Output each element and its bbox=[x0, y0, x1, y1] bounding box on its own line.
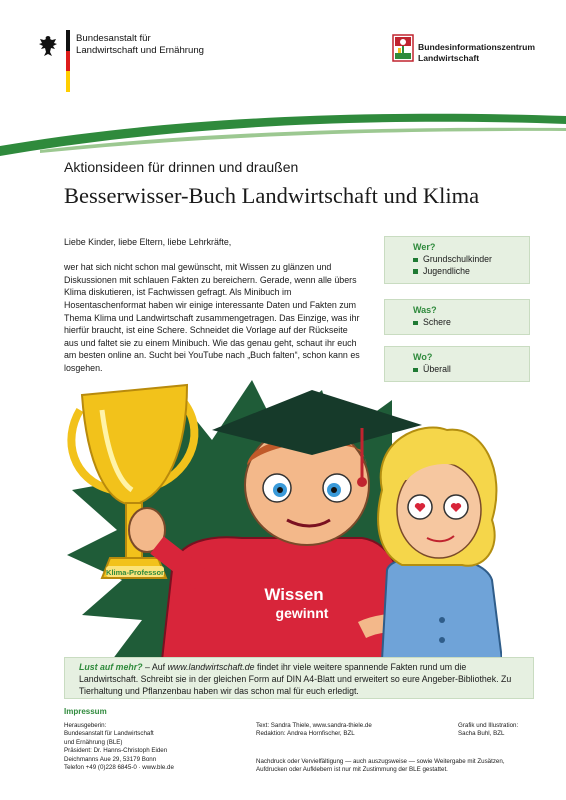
list-item: Schere bbox=[413, 317, 521, 329]
info-label-who: Wer? bbox=[413, 242, 436, 252]
intro-text bbox=[64, 236, 364, 387]
info-box-what bbox=[384, 299, 530, 335]
more-info-note: Lust auf mehr? – Auf www.landwirtschaft.de findet ihr viele weitere spannende Fakten rund um die Landwirtschaft. Schreibt sie in der gleichen Form auf DIN A4-Blatt und erweitert so eure Angeber-Bibliothek. Zu Tierhaltung und Pflanzenbau haben wir das schon mal für euch erledigt. bbox=[64, 657, 534, 699]
info-label-what: Was? bbox=[413, 305, 437, 315]
impressum-graphics: Grafik und Illustration: Sacha Buhl, BZL bbox=[458, 722, 519, 738]
green-swoosh-decoration bbox=[0, 100, 566, 160]
website-link[interactable]: www.landwirtschaft.de bbox=[167, 662, 255, 672]
subtitle: Aktionsideen für drinnen und draußen bbox=[64, 159, 299, 175]
impressum-title: Impressum bbox=[64, 707, 107, 716]
impressum-credits: Text: Sandra Thiele, www.sandra-thiele.de Redaktion: Andrea Hornfischer, BZL bbox=[256, 722, 372, 738]
german-flag-bar bbox=[66, 30, 70, 92]
list-item: Überall bbox=[413, 364, 521, 376]
federal-eagle-icon bbox=[36, 34, 60, 58]
intro-paragraph: wer hat sich nicht schon mal gewünscht, mit Wissen zu glänzen und Diskussionen mit schlauen Fakten zu bereichern. Gerade, wenn alle übers Klima diskutieren, ist Fachwissen gefragt. Als Minibuch im Hosentaschenformat haben wir einige interessante Daten und Fakten zum Thema Klima und Landwirtschaft zusammengetragen. Das Einzige, was ihr hierfür braucht, ist eine Schere. Schneidet die Vorlage auf der Rückseite aus und faltet sie zu einem Minibuch. Wie das genau geht, schaut ihr euch am besten online an. Sucht bei YouTube nach „Buch falten“, schon kann es losgehen. bbox=[64, 262, 360, 373]
list-item: Jugendliche bbox=[413, 266, 521, 278]
note-lead: Lust auf mehr? bbox=[79, 662, 143, 672]
list-item: Grundschulkinder bbox=[413, 254, 521, 266]
shirt-text-line2: gewinnt bbox=[275, 605, 329, 621]
bzl-name: Bundesinformationszentrum Landwirtschaft bbox=[418, 42, 535, 63]
trophy-label: Klima-Professor bbox=[106, 568, 164, 577]
shirt-text-line1: Wissen bbox=[264, 585, 324, 604]
bmel-logo bbox=[36, 30, 204, 92]
bzl-logo bbox=[392, 34, 562, 68]
page-title: Besserwisser-Buch Landwirtschaft und Klima bbox=[64, 183, 480, 208]
bzl-emblem-icon bbox=[392, 34, 414, 62]
cartoon-illustration bbox=[62, 370, 502, 660]
impressum-publisher: Herausgeberin: Bundesanstalt für Landwirtschaft und Ernährung (BLE) Präsident: Dr. Hanns-Christoph Eiden Deichmanns Aue 29, 53179 Bonn Telefon +49 (0)228 6845-0 · www.ble.de bbox=[64, 722, 174, 772]
info-label-where: Wo? bbox=[413, 352, 433, 362]
info-box-who bbox=[384, 236, 530, 284]
bmel-name: Bundesanstalt für Landwirtschaft und Ernährung bbox=[76, 33, 204, 56]
impressum-reprint: Nachdruck oder Vervielfältigung — auch auszugsweise — sowie Weitergabe mit Zusätzen, Aufdrucken oder Aufklebern ist nur mit Zustimmung der BLE gestattet. bbox=[256, 758, 505, 774]
greeting: Liebe Kinder, liebe Eltern, liebe Lehrkräfte, bbox=[64, 237, 232, 247]
girl-figure bbox=[378, 428, 502, 661]
